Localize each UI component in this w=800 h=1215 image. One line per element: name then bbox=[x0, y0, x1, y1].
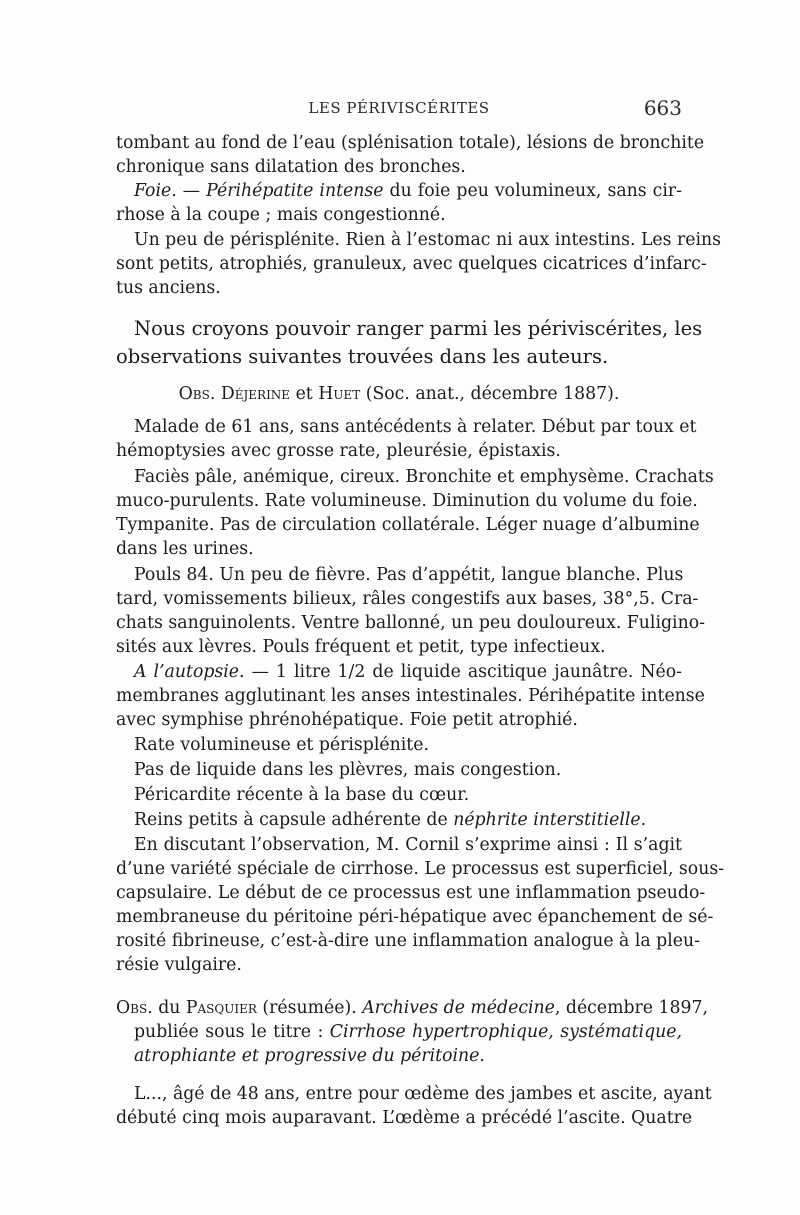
page-number: 663 bbox=[643, 96, 682, 120]
title-prefix: publiée sous le titre : bbox=[134, 1022, 330, 1042]
conjunction: et bbox=[290, 384, 319, 404]
article-title: atrophiante et progressive du péritoine. bbox=[134, 1046, 485, 1066]
preposition: du bbox=[152, 998, 186, 1018]
autopsy-text: — 1 litre 1/2 de liquide ascitique jaunâtre. Néo- bbox=[244, 662, 683, 682]
text-line: sités aux lèvres. Pouls fréquent et petit, type infectieux. bbox=[116, 637, 606, 657]
text-line: tus anciens. bbox=[116, 278, 221, 298]
text-line: rhose à la coupe ; mais congestionné. bbox=[116, 205, 446, 225]
nephritis-term: néphrite interstitielle. bbox=[453, 810, 647, 830]
text-line: chats sanguinolents. Ventre ballonné, un peu douloureux. Fuligino- bbox=[116, 613, 705, 633]
text-line: rosité fibrineuse, c’est-à-dire une inflammation analogue à la pleu- bbox=[116, 931, 700, 951]
text-line: chronique sans dilatation des bronches. bbox=[116, 157, 466, 177]
author-name: Pasquier bbox=[185, 998, 257, 1018]
text-line: sont petits, atrophiés, granuleux, avec quelques cicatrices d’infarc- bbox=[116, 254, 707, 274]
author-name: Déjerine bbox=[220, 384, 291, 404]
text-line: Pouls 84. Un peu de fièvre. Pas d’appétit, langue blanche. Plus bbox=[134, 565, 684, 585]
text-line: résie vulgaire. bbox=[116, 955, 242, 975]
foie-paragraph bbox=[116, 179, 682, 203]
author-name: Huet bbox=[318, 384, 361, 404]
text-line: En discutant l’observation, M. Cornil s’exprime ainsi : Il s’agit bbox=[134, 835, 682, 855]
observation-heading bbox=[116, 382, 682, 406]
running-title: LES PÉRIVISCÉRITES bbox=[308, 99, 490, 117]
text-line: tard, vomissements bilieux, râles congestifs aux bases, 38°,5. Cra- bbox=[116, 589, 699, 609]
text-line: Rate volumineuse et périsplénite. bbox=[134, 735, 429, 755]
text-line: membranes agglutinant les anses intestinales. Périhépatite intense bbox=[116, 686, 705, 706]
intro-line: observations suivantes trouvées dans les auteurs. bbox=[116, 345, 609, 368]
reins-text: Reins petits à capsule adhérente de bbox=[134, 810, 454, 830]
text-line: Péricardite récente à la base du cœur. bbox=[134, 785, 470, 805]
page-header bbox=[116, 96, 682, 122]
foie-label: Foie. bbox=[134, 181, 177, 201]
text-line: L..., âgé de 48 ans, entre pour œdème des jambes et ascite, ayant bbox=[134, 1084, 712, 1104]
journal-date: , décembre 1897, bbox=[554, 998, 708, 1018]
text-line: Pas de liquide dans les plèvres, mais congestion. bbox=[134, 760, 562, 780]
text-line: avec symphise phrénohépatique. Foie petit atrophié. bbox=[116, 710, 578, 730]
text-line: membraneuse du péritoine péri-hépatique avec épanchement de sé- bbox=[116, 907, 714, 927]
intro-line: Nous croyons pouvoir ranger parmi les périviscérites, les bbox=[134, 317, 703, 340]
text-line: tombant au fond de l’eau (splénisation totale), lésions de bronchite bbox=[116, 133, 705, 153]
observation-heading-line bbox=[134, 1044, 682, 1068]
journal-title: Archives de médecine bbox=[362, 998, 555, 1018]
autopsy-label: A l’autopsie. bbox=[134, 662, 245, 682]
observation-heading bbox=[116, 996, 708, 1020]
text-line: muco-purulents. Rate volumineuse. Diminution du volume du foie. bbox=[116, 491, 698, 511]
text-line: Tympanite. Pas de circulation collatérale. Léger nuage d’albumine bbox=[116, 515, 700, 535]
text-line: débuté cinq mois auparavant. L’œdème a précédé l’ascite. Quatre bbox=[116, 1108, 693, 1128]
text-line: capsulaire. Le début de ce processus est une inflammation pseudo- bbox=[116, 883, 706, 903]
text-line: hémoptysies avec grosse rate, pleurésie, épistaxis. bbox=[116, 441, 561, 461]
dash: — bbox=[176, 181, 207, 201]
article-title: Cirrhose hypertrophique, systématique, bbox=[329, 1022, 682, 1042]
reins-line bbox=[116, 808, 682, 832]
text-line: d’une variété spéciale de cirrhose. Le processus est superficiel, sous- bbox=[116, 859, 725, 879]
obs-label: Obs. bbox=[116, 998, 153, 1018]
text-line: dans les urines. bbox=[116, 539, 254, 559]
obs-label: Obs. bbox=[178, 384, 216, 404]
summary-note: (résumée). bbox=[256, 998, 363, 1018]
foie-rest: du foie peu volumineux, sans cir- bbox=[383, 181, 682, 201]
autopsy-paragraph bbox=[116, 660, 682, 684]
text-line: Malade de 61 ans, sans antécédents à relater. Début par toux et bbox=[134, 417, 697, 437]
text-line: Un peu de périsplénite. Rien à l’estomac ni aux intestins. Les reins bbox=[134, 230, 722, 250]
text-line: Faciès pâle, anémique, cireux. Bronchite et emphysème. Crachats bbox=[134, 467, 714, 487]
source-reference: (Soc. anat., décembre 1887). bbox=[360, 384, 620, 404]
foie-diagnosis: Périhépatite intense bbox=[206, 181, 384, 201]
observation-heading-line bbox=[134, 1020, 682, 1044]
